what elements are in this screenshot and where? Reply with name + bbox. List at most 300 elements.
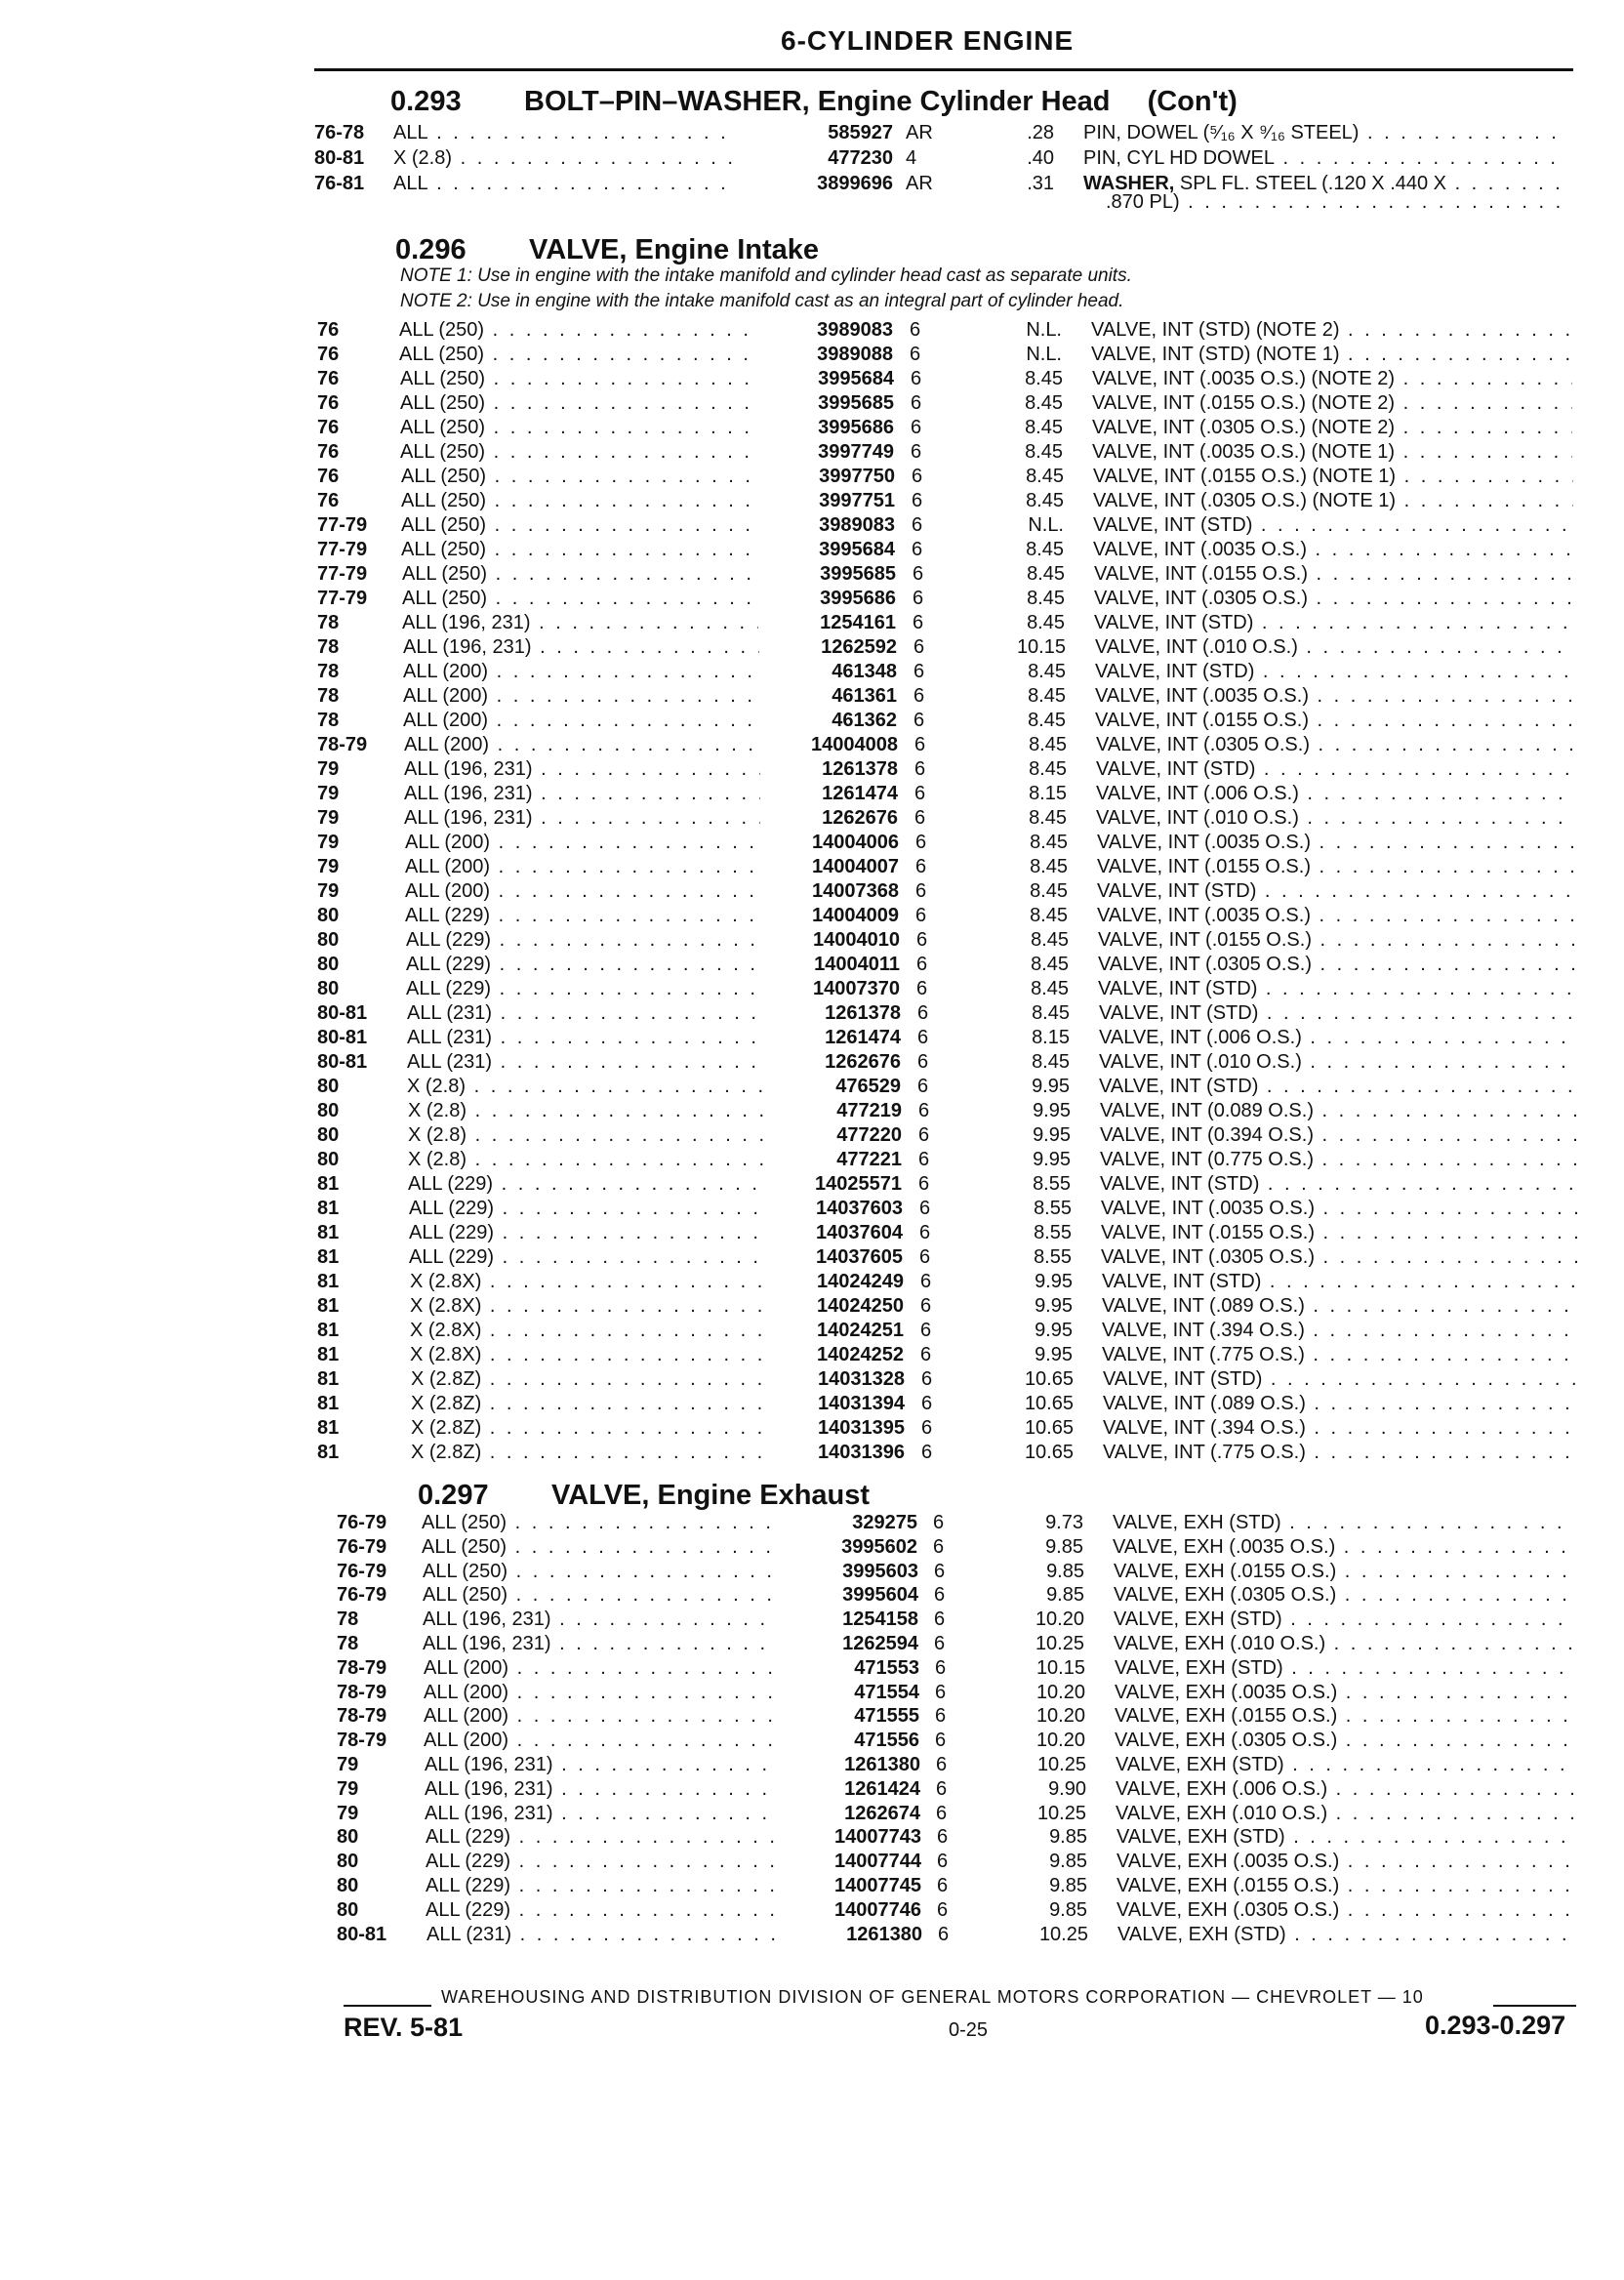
- engine-code: ALL . . .: [393, 172, 737, 196]
- price: 8.45: [1030, 832, 1068, 853]
- price: 10.25: [1035, 1633, 1084, 1654]
- description-text: VALVE, EXH (.010 O.S.): [1116, 1802, 1328, 1824]
- footer-text: WAREHOUSING AND DISTRIBUTION DIVISION OF GENERAL MOTORS CORPORATION — CHEVROLET — 10: [441, 1987, 1424, 2007]
- description-text: VALVE, EXH (STD): [1116, 1754, 1284, 1775]
- part-number: 3989083: [817, 319, 893, 341]
- part-description: [1097, 855, 1577, 879]
- part-description: [1102, 1343, 1582, 1367]
- part-number: 14024249: [817, 1271, 904, 1292]
- part-description: [1099, 1050, 1579, 1075]
- model-year: 81: [317, 1393, 340, 1414]
- quantity: 6: [914, 685, 925, 707]
- engine-code: X (2.8X) . . .: [410, 1319, 766, 1343]
- description-text: VALVE, EXH (.0035 O.S.): [1115, 1681, 1338, 1703]
- description-text: VALVE, INT (STD): [1093, 514, 1253, 536]
- model-year: 79: [317, 758, 340, 780]
- part-number: 14004011: [814, 954, 900, 975]
- description-text: VALVE, INT (.0155 O.S.): [1097, 856, 1311, 877]
- price: 9.85: [1049, 1875, 1087, 1896]
- price: 8.45: [1031, 954, 1069, 975]
- price: 8.55: [1034, 1222, 1072, 1243]
- part-number: 14025571: [815, 1173, 902, 1195]
- table-row: [0, 1729, 1624, 1753]
- model-year: 78: [317, 710, 340, 731]
- part-number: 14024252: [817, 1344, 904, 1365]
- quantity: 6: [914, 710, 925, 731]
- part-number: 3989083: [819, 514, 895, 536]
- engine-code: ALL (250) . . .: [402, 562, 758, 587]
- description-text: VALVE, INT (.010 O.S.): [1095, 636, 1298, 658]
- part-number: 14031394: [818, 1393, 905, 1414]
- description-text: VALVE, INT (.0305 O.S.): [1094, 588, 1308, 609]
- engine-code: X (2.8) . . .: [393, 146, 737, 171]
- engine-code: ALL (229) . . .: [426, 1898, 779, 1923]
- part-description: [1096, 733, 1576, 757]
- price: 10.25: [1036, 1754, 1086, 1775]
- table-row: [0, 1367, 1624, 1392]
- price: 8.45: [1026, 539, 1064, 560]
- description-text: VALVE, INT (.0155 O.S.) (NOTE 1): [1093, 466, 1397, 487]
- part-description: [1100, 1172, 1580, 1197]
- part-description: [1098, 953, 1578, 977]
- description-text: VALVE, INT (.0035 O.S.) (NOTE 2): [1092, 368, 1396, 389]
- model-year: 76: [317, 441, 340, 463]
- price: 8.15: [1029, 783, 1067, 804]
- model-year: 81: [317, 1246, 340, 1268]
- engine-code: ALL (200) . . .: [405, 879, 761, 904]
- engine-code: ALL (229) . . .: [409, 1197, 765, 1221]
- section-number: 0.296: [395, 234, 467, 265]
- description-text: VALVE, INT (.0155 O.S.): [1101, 1222, 1315, 1243]
- engine-code: ALL (250) . . .: [400, 367, 756, 391]
- model-year: 81: [317, 1222, 340, 1243]
- table-row: [0, 1319, 1624, 1343]
- part-description: [1099, 1075, 1579, 1099]
- description-text: VALVE, INT (STD) (NOTE 2): [1091, 319, 1340, 341]
- part-description: [1096, 757, 1576, 782]
- table-row: [0, 1270, 1624, 1294]
- part-number: 1262594: [842, 1633, 918, 1654]
- model-year: 81: [317, 1368, 340, 1390]
- part-description: [1113, 1535, 1571, 1560]
- part-description: [1101, 1197, 1581, 1221]
- part-description: [1116, 1898, 1575, 1923]
- part-description: [1095, 660, 1575, 684]
- part-number: 477219: [836, 1100, 902, 1121]
- table-row: [0, 1535, 1624, 1560]
- engine-code: ALL (250) . . .: [423, 1560, 776, 1584]
- engine-code: ALL (231) . . .: [407, 1050, 763, 1075]
- table-row: [0, 684, 1624, 709]
- quantity: 6: [935, 1705, 947, 1728]
- part-number: 3995685: [820, 563, 896, 585]
- part-number: 3995686: [818, 417, 894, 438]
- part-number: 1261474: [822, 783, 898, 804]
- model-year: 76-78: [314, 122, 365, 143]
- table-row: [0, 733, 1624, 757]
- price: 8.45: [1029, 758, 1067, 780]
- engine-code: ALL (229) . . .: [426, 1850, 779, 1874]
- quantity: 6: [912, 490, 923, 511]
- price: 8.45: [1029, 807, 1067, 829]
- table-row: [0, 1075, 1624, 1099]
- engine-code: ALL (196, 231) . . .: [425, 1802, 778, 1826]
- model-year: 81: [317, 1271, 340, 1292]
- quantity: 6: [914, 661, 925, 682]
- price: 8.45: [1025, 392, 1063, 414]
- part-description: [1092, 416, 1572, 440]
- table-row: [0, 1001, 1624, 1026]
- model-year: 81: [317, 1442, 340, 1463]
- quantity: 6: [921, 1442, 933, 1463]
- description-text: VALVE, INT (.010 O.S.): [1096, 807, 1299, 829]
- description-text: VALVE, INT (.0035 O.S.): [1095, 685, 1309, 707]
- model-year: 79: [317, 856, 340, 877]
- part-description: [1116, 1777, 1574, 1802]
- model-year: 81: [317, 1344, 340, 1365]
- engine-code: ALL (250) . . .: [402, 587, 758, 611]
- page-title: 6-CYLINDER ENGINE: [781, 25, 1075, 56]
- description-text: VALVE, INT (STD): [1096, 758, 1256, 780]
- model-year: 80: [317, 905, 340, 926]
- engine-code: ALL (229) . . .: [426, 1825, 779, 1850]
- model-year: 80: [317, 1149, 340, 1170]
- description-text: VALVE, INT (.0305 O.S.): [1101, 1246, 1315, 1268]
- quantity: 6: [913, 612, 924, 633]
- part-description: [1101, 1245, 1581, 1270]
- model-year: 80-81: [317, 1051, 368, 1073]
- part-number: 471556: [854, 1730, 919, 1752]
- part-description: [1103, 1441, 1583, 1465]
- part-description: [1097, 904, 1577, 928]
- description-text: VALVE, INT (.0035 O.S.): [1097, 832, 1311, 853]
- engine-code: ALL (196, 231) . . .: [404, 782, 760, 806]
- table-row: [0, 1245, 1624, 1270]
- quantity: 6: [916, 954, 928, 975]
- price: 8.45: [1032, 1002, 1070, 1024]
- price: 9.95: [1033, 1124, 1071, 1146]
- part-number: 3997751: [819, 490, 895, 511]
- part-number: 1262676: [822, 807, 898, 829]
- description-text: VALVE, INT (.0155 O.S.): [1095, 710, 1309, 731]
- quantity: 6: [921, 1368, 933, 1390]
- table-row: [0, 1511, 1624, 1535]
- part-description: [1114, 1583, 1572, 1608]
- engine-code: ALL (200) . . .: [424, 1729, 777, 1753]
- part-number: 14004006: [812, 832, 899, 853]
- part-number: 1261474: [825, 1027, 901, 1048]
- part-number: 477230: [828, 147, 893, 169]
- quantity: 6: [921, 1417, 933, 1439]
- description-text: VALVE, EXH (.0305 O.S.): [1115, 1730, 1338, 1752]
- price: 10.20: [1035, 1705, 1085, 1728]
- table-row: [0, 660, 1624, 684]
- description-text: VALVE, INT (STD): [1103, 1368, 1263, 1390]
- quantity: 6: [934, 1560, 946, 1582]
- description-text: VALVE, INT (.0155 O.S.) (NOTE 2): [1092, 392, 1396, 414]
- price: 9.85: [1045, 1535, 1083, 1558]
- description-text: VALVE, INT (STD): [1102, 1271, 1262, 1292]
- quantity: 6: [917, 1027, 929, 1048]
- part-description: [1100, 1123, 1580, 1148]
- table-row: [0, 318, 1624, 343]
- engine-code: ALL (200) . . .: [403, 684, 759, 709]
- table-row: [0, 367, 1624, 391]
- model-year: 79: [317, 783, 340, 804]
- table-row: [0, 538, 1624, 562]
- price: 8.45: [1028, 685, 1066, 707]
- part-number: 3995602: [841, 1535, 917, 1558]
- engine-code: X (2.8X) . . .: [410, 1294, 766, 1319]
- price: 9.95: [1033, 1149, 1071, 1170]
- model-year: 81: [317, 1320, 340, 1341]
- quantity: 6: [915, 880, 927, 902]
- model-year: 78-79: [337, 1656, 387, 1679]
- model-year: 79: [317, 807, 340, 829]
- quantity: 6: [910, 344, 921, 365]
- quantity: 6: [915, 856, 927, 877]
- part-number: 3995684: [818, 368, 894, 389]
- engine-code: X (2.8) . . .: [408, 1099, 764, 1123]
- price: 8.45: [1030, 880, 1068, 902]
- table-row: [0, 1777, 1624, 1802]
- price: 9.85: [1046, 1560, 1084, 1582]
- price: 9.95: [1033, 1100, 1071, 1121]
- table-row: [0, 904, 1624, 928]
- part-description: [1100, 1148, 1580, 1172]
- description-text: VALVE, INT (.0035 O.S.): [1097, 905, 1311, 926]
- table-row: [0, 635, 1624, 660]
- part-description: [1101, 1221, 1581, 1245]
- part-number: 471554: [854, 1681, 919, 1703]
- price: 9.90: [1048, 1777, 1086, 1800]
- quantity: 6: [935, 1656, 947, 1679]
- engine-code: ALL (229) . . .: [409, 1221, 765, 1245]
- price: 8.45: [1032, 1051, 1070, 1073]
- part-number: 3989088: [817, 344, 893, 365]
- engine-code: ALL (196, 231) . . .: [423, 1608, 776, 1632]
- part-description: [1091, 343, 1571, 367]
- quantity: 6: [933, 1535, 945, 1558]
- quantity: 4: [906, 147, 917, 169]
- description-text: VALVE, EXH (.010 O.S.): [1114, 1633, 1326, 1654]
- part-number: 14024250: [817, 1295, 904, 1317]
- quantity: 6: [921, 1393, 933, 1414]
- part-description: [1115, 1704, 1573, 1729]
- part-number: 3995604: [842, 1584, 918, 1607]
- quantity: 6: [937, 1875, 949, 1896]
- description-text: VALVE, INT (STD): [1095, 661, 1255, 682]
- engine-code: ALL (250) . . .: [422, 1511, 775, 1535]
- quantity: 6: [915, 832, 927, 853]
- part-number: 1261378: [822, 758, 898, 780]
- model-year: 78: [337, 1608, 359, 1631]
- model-year: 78: [337, 1633, 359, 1654]
- table-row: [0, 1583, 1624, 1608]
- engine-code: X (2.8Z) . . .: [411, 1416, 767, 1441]
- engine-code: ALL (196, 231) . . .: [404, 806, 760, 831]
- quantity: 6: [917, 1076, 929, 1097]
- table-row: [0, 587, 1624, 611]
- table-row: [0, 1825, 1624, 1850]
- quantity: 6: [920, 1295, 932, 1317]
- model-year: 80: [337, 1851, 359, 1873]
- part-description: [1116, 1753, 1574, 1777]
- model-year: 81: [317, 1295, 340, 1317]
- description-text: VALVE, INT (.0035 O.S.): [1093, 539, 1307, 560]
- price: 10.25: [1036, 1802, 1086, 1824]
- description-text: VALVE, INT (STD): [1099, 1002, 1259, 1024]
- model-year: 80: [317, 1124, 340, 1146]
- part-description: [1115, 1656, 1573, 1681]
- table-row: [0, 1392, 1624, 1416]
- quantity: 6: [919, 1198, 931, 1219]
- price: 8.55: [1034, 1198, 1072, 1219]
- part-number: 477221: [836, 1149, 902, 1170]
- part-description: [1083, 146, 1566, 171]
- description-text: VALVE, INT (.775 O.S.): [1102, 1344, 1305, 1365]
- quantity: 6: [934, 1584, 946, 1607]
- quantity: 6: [917, 1051, 929, 1073]
- model-year: 76: [317, 417, 340, 438]
- engine-code: ALL (250) . . .: [401, 513, 757, 538]
- engine-code: ALL (250) . . .: [399, 318, 755, 343]
- part-description: [1116, 1850, 1575, 1874]
- engine-code: X (2.8) . . .: [407, 1075, 763, 1099]
- part-description: [1115, 1681, 1573, 1705]
- part-number: 14007745: [834, 1875, 921, 1896]
- part-number: 3997749: [818, 441, 894, 463]
- part-description: [1083, 121, 1566, 145]
- quantity: 6: [911, 417, 922, 438]
- engine-code: ALL (229) . . .: [406, 953, 762, 977]
- revision-label: REV. 5-81: [344, 2013, 464, 2042]
- table-row: [0, 562, 1624, 587]
- description-text: VALVE, INT (.010 O.S.): [1099, 1051, 1302, 1073]
- quantity: 6: [935, 1730, 947, 1752]
- table-row: [0, 611, 1624, 635]
- part-description: [1100, 1099, 1580, 1123]
- model-year: 80: [337, 1875, 359, 1896]
- quantity: 6: [934, 1633, 946, 1654]
- model-year: 78-79: [337, 1730, 387, 1752]
- model-year: 76: [317, 392, 340, 414]
- price: 8.45: [1027, 563, 1065, 585]
- part-number: 476529: [835, 1076, 901, 1097]
- quantity: 6: [912, 514, 923, 536]
- quantity: 6: [914, 758, 926, 780]
- section-name: VALVE, Engine Exhaust: [551, 1480, 871, 1511]
- model-year: 78: [317, 661, 340, 682]
- table-row: [0, 1050, 1624, 1075]
- part-description: [1093, 465, 1573, 489]
- part-description: [1094, 587, 1574, 611]
- part-number: 14037605: [816, 1246, 903, 1268]
- description-text: VALVE, EXH (STD): [1117, 1923, 1286, 1945]
- description-text: VALVE, INT (.0155 O.S.): [1098, 929, 1312, 951]
- engine-code: ALL (231) . . .: [407, 1001, 763, 1026]
- quantity: 6: [915, 905, 927, 926]
- description-text: VALVE, INT (.0035 O.S.) (NOTE 1): [1092, 441, 1396, 463]
- price: 8.55: [1033, 1173, 1071, 1195]
- description-text: VALVE, EXH (STD): [1116, 1826, 1285, 1849]
- model-year: 76-79: [337, 1512, 387, 1533]
- engine-code: ALL (196, 231) . . .: [423, 1632, 776, 1656]
- description-text: VALVE, EXH (.0305 O.S.): [1116, 1898, 1340, 1921]
- price: 8.15: [1032, 1027, 1070, 1048]
- price: 10.65: [1024, 1442, 1074, 1463]
- quantity: 6: [935, 1681, 947, 1703]
- engine-code: ALL (200) . . .: [404, 733, 760, 757]
- part-description: [1097, 831, 1577, 855]
- section-title-0296: [395, 234, 819, 266]
- description-text: VALVE, INT (.0305 O.S.) (NOTE 1): [1093, 490, 1397, 511]
- table-row: [0, 928, 1624, 953]
- price: 9.95: [1035, 1295, 1073, 1317]
- table-row: [0, 1898, 1624, 1923]
- price: 8.45: [1028, 661, 1066, 682]
- quantity: 6: [918, 1124, 930, 1146]
- table-row: [0, 1343, 1624, 1367]
- table-row: [0, 1874, 1624, 1898]
- price: 10.65: [1024, 1417, 1074, 1439]
- description-text: VALVE, EXH (STD): [1115, 1656, 1283, 1679]
- footer-rule-left: [344, 2005, 431, 2007]
- part-description: [1096, 806, 1576, 831]
- description-text: SPL FL. STEEL (.120 X .440 X: [1179, 173, 1447, 194]
- engine-code: ALL (250) . . .: [399, 343, 755, 367]
- price: 8.45: [1025, 441, 1063, 463]
- table-row: [0, 1656, 1624, 1681]
- description-text: VALVE, EXH (.006 O.S.): [1116, 1777, 1328, 1800]
- part-number: 14004009: [812, 905, 899, 926]
- part-number: 14037604: [816, 1222, 903, 1243]
- quantity: 6: [920, 1344, 932, 1365]
- engine-code: ALL (200) . . .: [424, 1656, 777, 1681]
- price: 8.45: [1027, 612, 1065, 633]
- description-text: VALVE, EXH (STD): [1114, 1608, 1282, 1631]
- quantity: 6: [911, 441, 922, 463]
- engine-code: ALL (200) . . .: [405, 855, 761, 879]
- description-text: VALVE, EXH (.0305 O.S.): [1114, 1584, 1337, 1607]
- quantity: 6: [911, 368, 922, 389]
- part-description: [1095, 635, 1575, 660]
- engine-code: ALL (200) . . .: [405, 831, 761, 855]
- price: 10.15: [1016, 636, 1066, 658]
- table-row: [0, 416, 1624, 440]
- price: 9.95: [1035, 1271, 1073, 1292]
- table-row: [0, 782, 1624, 806]
- quantity: 6: [919, 1222, 931, 1243]
- engine-code: X (2.8) . . .: [408, 1148, 764, 1172]
- part-description: [1102, 1270, 1582, 1294]
- quantity: 6: [937, 1826, 949, 1849]
- engine-code: ALL (196, 231) . . .: [403, 635, 759, 660]
- description-text: VALVE, EXH (STD): [1113, 1512, 1281, 1533]
- price: .40: [1027, 147, 1054, 169]
- table-row: [0, 440, 1624, 465]
- part-description: [1093, 513, 1573, 538]
- description-text: VALVE, INT (.006 O.S.): [1099, 1027, 1302, 1048]
- part-number: 461348: [832, 661, 897, 682]
- table-row: [0, 513, 1624, 538]
- part-description: [1095, 684, 1575, 709]
- table-row: [0, 343, 1624, 367]
- price: N.L.: [1026, 344, 1062, 365]
- table-row: [0, 1802, 1624, 1826]
- price: 8.45: [1026, 466, 1064, 487]
- engine-code: ALL (229) . . .: [406, 928, 762, 953]
